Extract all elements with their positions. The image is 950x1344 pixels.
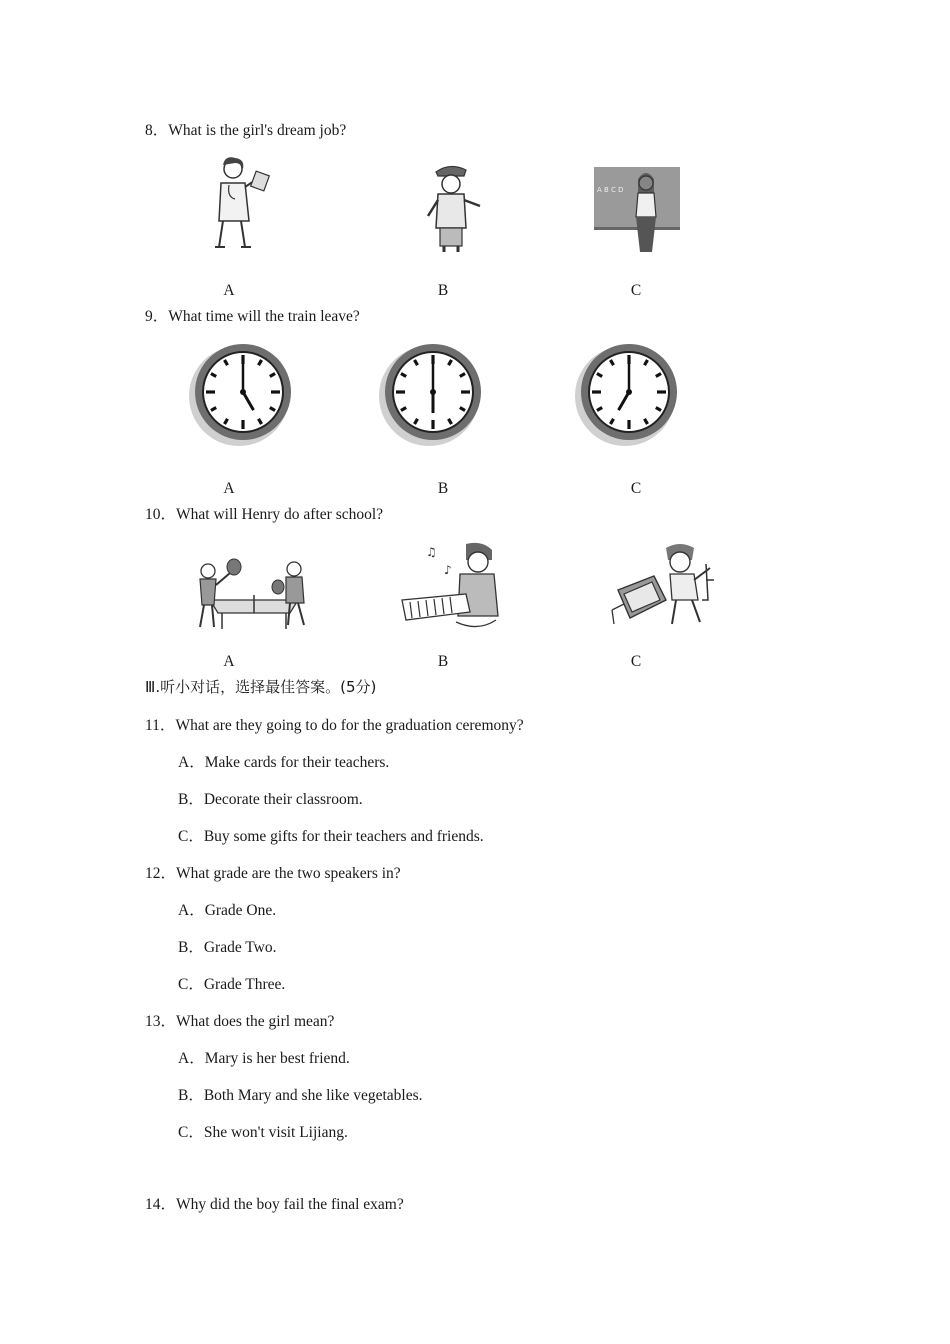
ping-pong-icon[interactable] <box>190 555 315 633</box>
option-a[interactable]: A．Mary is her best friend. <box>178 1050 350 1067</box>
option-c[interactable]: C．Buy some gifts for their teachers and friends. <box>178 828 484 845</box>
doctor-icon[interactable] <box>205 155 275 253</box>
question-text: What grade are the two speakers in? <box>176 865 401 882</box>
option-a[interactable]: A．Grade One. <box>178 902 277 919</box>
question-number: 10． <box>145 506 177 523</box>
option-label: C <box>630 282 642 299</box>
svg-text:♪: ♪ <box>444 563 452 577</box>
option-label: C <box>630 480 642 497</box>
clock-center <box>626 389 632 395</box>
question-text: What will Henry do after school? <box>176 506 384 523</box>
question-number: 11． <box>145 717 176 734</box>
question-number: 8． <box>145 122 169 139</box>
option-label: B <box>437 480 449 497</box>
question-10 <box>145 507 383 523</box>
question-text: What does the girl mean? <box>176 1013 335 1030</box>
question-11 <box>145 718 524 734</box>
piano-icon[interactable] <box>400 540 505 632</box>
question-text: What is the girl's dream job? <box>168 122 347 139</box>
watching-tv-icon[interactable] <box>610 540 720 630</box>
question-12 <box>145 866 401 882</box>
option-label: C <box>630 653 642 670</box>
section-heading: Ⅲ.听小对话，选择最佳答案。(5分) <box>145 678 377 696</box>
option-b[interactable]: B．Both Mary and she like vegetables. <box>178 1087 423 1104</box>
option-c[interactable]: C．She won't visit Lijiang. <box>178 1124 348 1141</box>
question-9 <box>145 309 360 325</box>
clock-center <box>430 389 436 395</box>
svg-text:♫: ♫ <box>426 545 437 559</box>
police-officer-icon[interactable] <box>420 160 485 255</box>
option-b[interactable]: B．Decorate their classroom. <box>178 791 363 808</box>
question-8 <box>145 123 346 139</box>
option-label: B <box>437 282 449 299</box>
question-text: Why did the boy fail the final exam? <box>176 1196 404 1213</box>
question-number: 12． <box>145 865 177 882</box>
option-label: A <box>223 282 235 299</box>
option-c[interactable]: C．Grade Three. <box>178 976 286 993</box>
clock-icon[interactable] <box>572 342 682 447</box>
question-13 <box>145 1014 334 1030</box>
clock-center <box>240 389 246 395</box>
question-number: 9． <box>145 308 169 325</box>
clock-icon[interactable] <box>376 342 486 447</box>
option-label: B <box>437 653 449 670</box>
question-number: 13． <box>145 1013 177 1030</box>
option-b[interactable]: B．Grade Two. <box>178 939 277 956</box>
question-text: What time will the train leave? <box>168 308 360 325</box>
question-14 <box>145 1197 404 1213</box>
board-text: A B C D <box>597 186 624 194</box>
option-label: A <box>223 653 235 670</box>
clock-icon[interactable] <box>186 342 296 447</box>
option-label: A <box>223 480 235 497</box>
question-text: What are they going to do for the graduation ceremony? <box>175 717 524 734</box>
question-number: 14． <box>145 1196 177 1213</box>
teacher-icon[interactable] <box>594 167 680 252</box>
option-a[interactable]: A．Make cards for their teachers. <box>178 754 390 771</box>
